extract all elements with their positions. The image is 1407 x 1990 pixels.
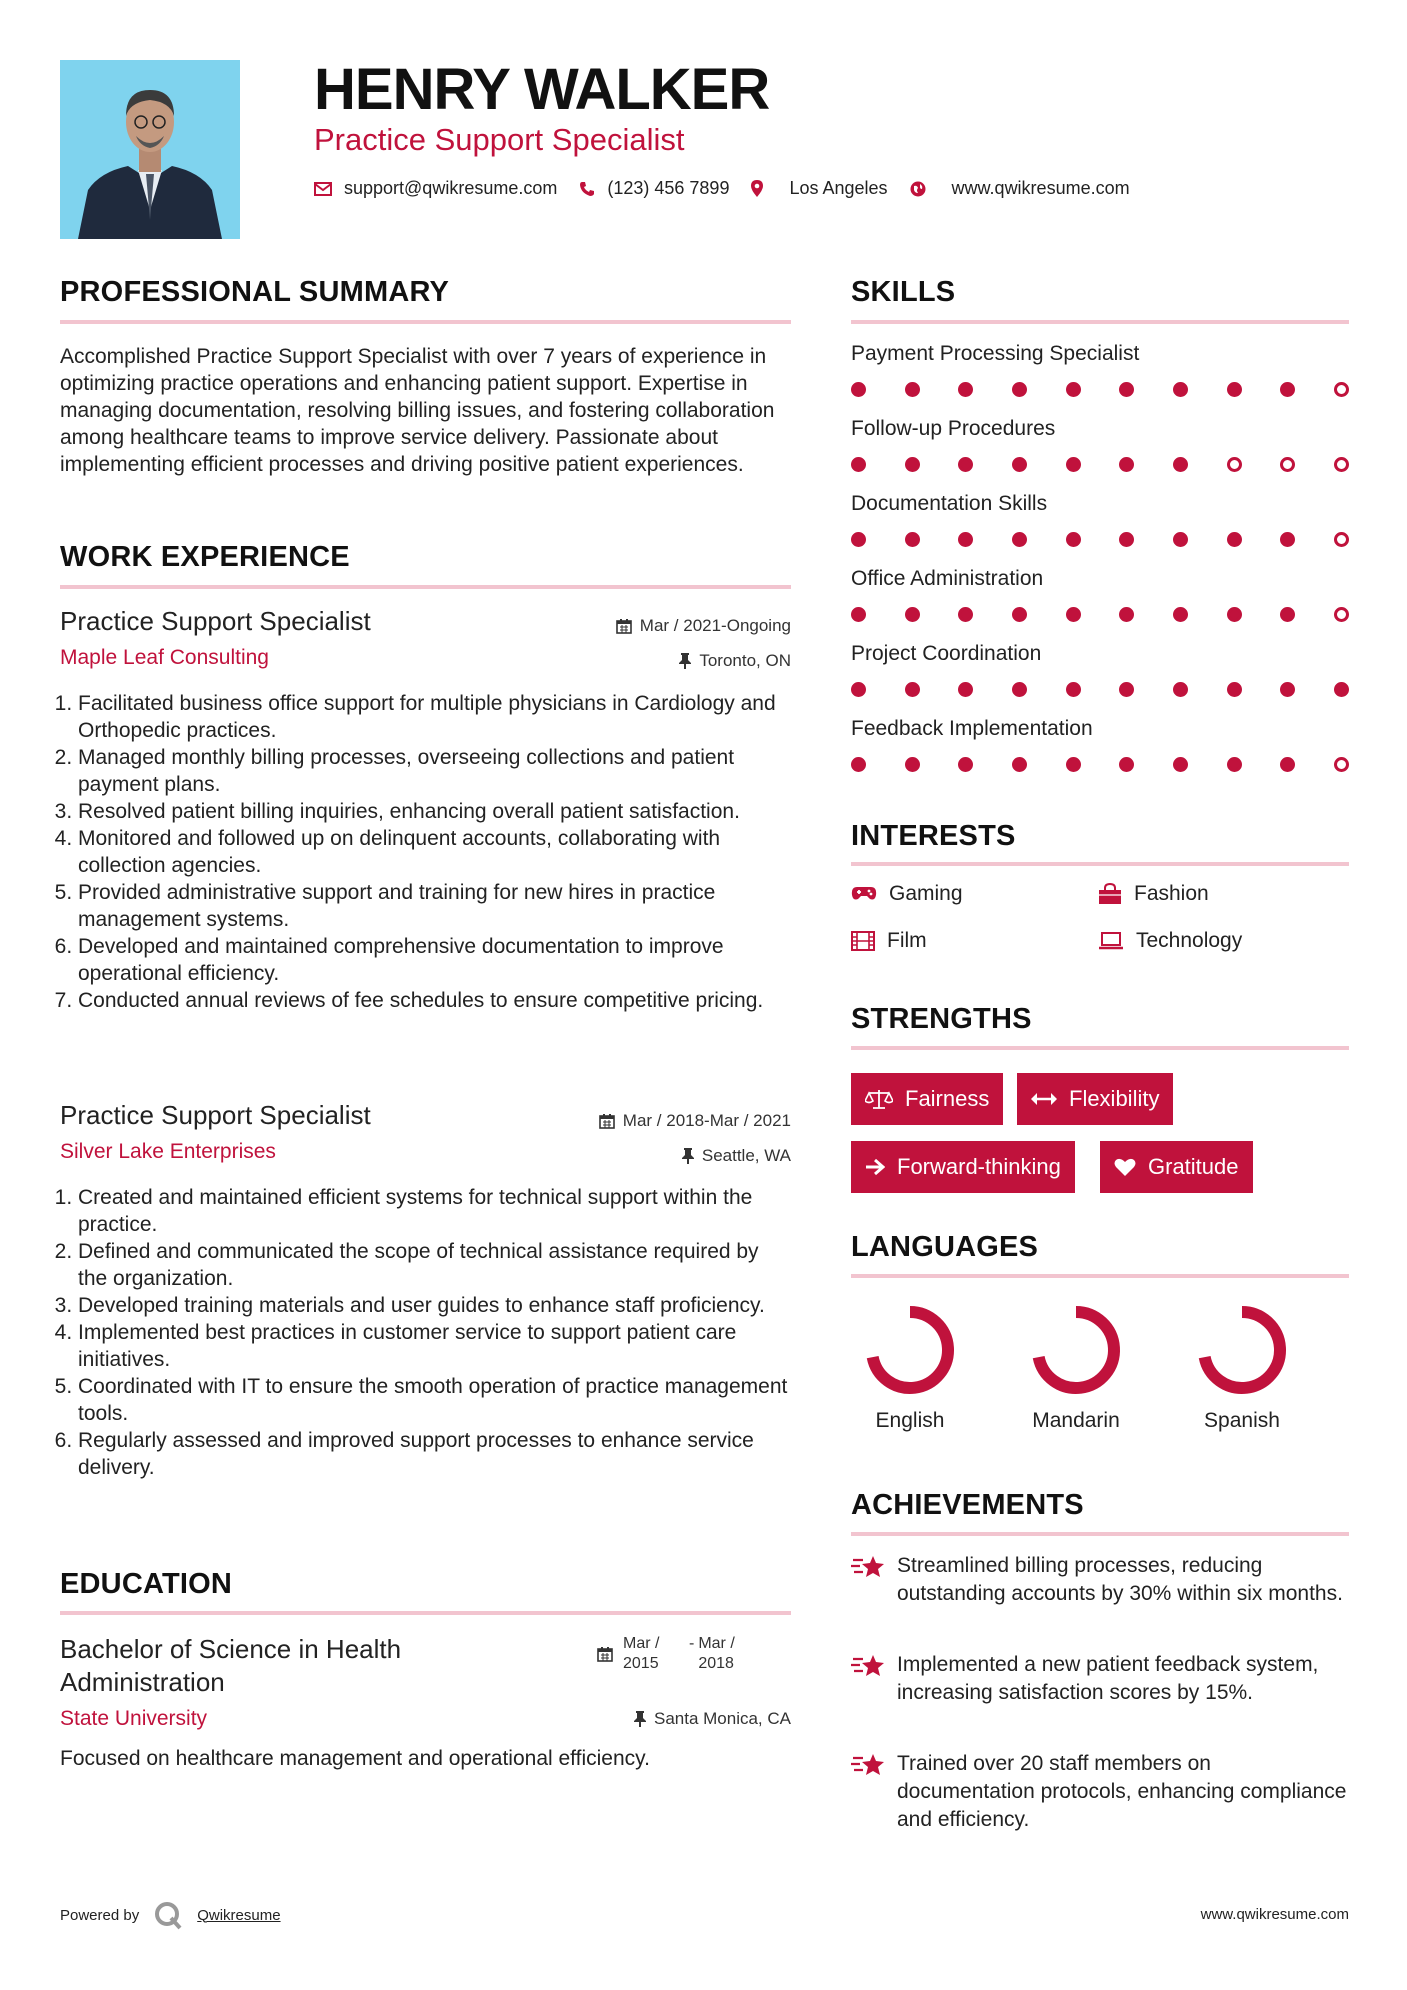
skill-rating — [851, 757, 1349, 772]
rating-dot-filled — [905, 457, 920, 472]
interest-fashion — [1098, 882, 1209, 906]
rating-dot-empty — [1334, 757, 1349, 772]
languages-divider — [851, 1274, 1349, 1278]
phone-icon — [579, 181, 595, 197]
interests-divider — [851, 862, 1349, 866]
strength-label: Forward-thinking — [897, 1154, 1061, 1179]
language-progress-arc — [1039, 1312, 1114, 1388]
rating-dot-filled — [1173, 607, 1188, 622]
shooting-star-icon — [851, 1651, 885, 1679]
interest-film — [851, 929, 927, 953]
education-description: Focused on healthcare management and operational efficiency. — [60, 1747, 650, 1770]
contact-website[interactable] — [910, 178, 1130, 199]
laptop-icon — [1098, 932, 1124, 950]
film-icon — [851, 931, 875, 951]
achievement-item — [851, 1651, 1351, 1707]
rating-dot-empty — [1227, 457, 1242, 472]
skill-name: Payment Processing Specialist — [851, 342, 1140, 365]
strength-label: Fairness — [905, 1086, 990, 1111]
list-item: 1. Created and maintained efficient systems for technical support within the practice. — [78, 1184, 790, 1238]
rating-dot-filled — [1227, 757, 1242, 772]
rating-dot-filled — [905, 532, 920, 547]
rating-dot-filled — [851, 682, 866, 697]
rating-dot-filled — [1280, 532, 1295, 547]
rating-dot-filled — [1012, 682, 1027, 697]
rating-dot-empty — [1280, 457, 1295, 472]
skills-divider — [851, 320, 1349, 324]
list-item: 4. Implemented best practices in customer service to support patient care initiatives. — [78, 1319, 790, 1373]
rating-dot-filled — [1227, 382, 1242, 397]
interest-gaming — [851, 882, 963, 906]
rating-dot-filled — [1012, 382, 1027, 397]
rating-dot-filled — [1119, 682, 1134, 697]
list-item: 4. Monitored and followed up on delinquent accounts, collaborating with collection agencies. — [78, 825, 790, 879]
achievement-item — [851, 1552, 1351, 1608]
rating-dot-filled — [1280, 682, 1295, 697]
rating-dot-filled — [1119, 457, 1134, 472]
skill-name: Project Coordination — [851, 642, 1042, 665]
interests-heading: INTERESTS — [851, 820, 1016, 852]
contact-phone[interactable] — [579, 178, 729, 199]
skill-rating — [851, 382, 1349, 397]
phone-text: (123) 456 7899 — [607, 178, 730, 198]
job-title: Practice Support Specialist — [60, 1100, 371, 1130]
degree-title: Bachelor of Science in Health Administration — [60, 1634, 402, 1697]
interest-label: Film — [887, 929, 927, 952]
education-dates — [597, 1634, 752, 1674]
strength-tag — [851, 1141, 1075, 1193]
list-item: 3. Developed training materials and user guides to enhance staff proficiency. — [78, 1292, 790, 1319]
achievement-item — [851, 1750, 1351, 1834]
rating-dot-filled — [905, 682, 920, 697]
map-pin-icon — [751, 180, 763, 197]
strength-label: Gratitude — [1148, 1154, 1239, 1179]
candidate-title: Practice Support Specialist — [314, 122, 685, 157]
skill-name: Feedback Implementation — [851, 717, 1093, 740]
strength-tag — [1017, 1073, 1173, 1125]
rating-dot-empty — [1334, 457, 1349, 472]
education-date-start: Mar / 2015 — [623, 1635, 660, 1672]
shooting-star-icon — [851, 1552, 885, 1580]
language-name: Mandarin — [1032, 1409, 1120, 1432]
website-text: www.qwikresume.com — [951, 178, 1130, 198]
language-progress-ring — [1026, 1300, 1126, 1400]
experience-heading: WORK EXPERIENCE — [60, 541, 350, 573]
language-progress-arc — [1205, 1312, 1280, 1388]
date-separator: - — [689, 1635, 695, 1652]
language-progress-arc — [873, 1312, 948, 1388]
list-item: 5. Coordinated with IT to ensure the smooth operation of practice management tools. — [78, 1373, 790, 1427]
achievements-divider — [851, 1532, 1349, 1536]
interest-label: Gaming — [889, 882, 963, 905]
rating-dot-filled — [958, 532, 973, 547]
rating-dot-filled — [1119, 382, 1134, 397]
rating-dot-filled — [1066, 382, 1081, 397]
skill-rating — [851, 457, 1349, 472]
education-location-text: Santa Monica, CA — [653, 1709, 791, 1728]
job-location — [682, 1146, 791, 1166]
arrow-right-icon — [865, 1158, 885, 1176]
rating-dot-filled — [1012, 757, 1027, 772]
brand-link[interactable]: Qwikresume — [197, 1906, 281, 1924]
rating-dot-filled — [958, 757, 973, 772]
list-item: 3. Resolved patient billing inquiries, enhancing overall patient satisfaction. — [78, 798, 790, 825]
rating-dot-filled — [1119, 532, 1134, 547]
calendar-icon — [599, 1113, 615, 1129]
rating-dot-filled — [1227, 607, 1242, 622]
list-item: 7. Conducted annual reviews of fee schedules to ensure competitive pricing. — [78, 987, 790, 1014]
rating-dot-filled — [958, 607, 973, 622]
job-dates-text: Mar / 2018-Mar / 2021 — [622, 1111, 791, 1130]
rating-dot-filled — [851, 457, 866, 472]
experience-divider — [60, 585, 791, 589]
achievement-text: Implemented a new patient feedback system, increasing satisfaction scores by 15%. — [897, 1653, 1319, 1704]
rating-dot-filled — [1012, 607, 1027, 622]
language-progress-ring — [860, 1300, 960, 1400]
list-item: 2. Defined and communicated the scope of technical assistance required by the organization. — [78, 1238, 790, 1292]
rating-dot-filled — [1066, 682, 1081, 697]
school-name: State University — [60, 1707, 208, 1730]
rating-dot-filled — [851, 382, 866, 397]
strength-tag — [851, 1073, 1003, 1125]
education-divider — [60, 1611, 791, 1615]
globe-icon — [910, 181, 926, 197]
arrows-horizontal-icon — [1031, 1092, 1057, 1106]
pushpin-icon — [679, 653, 691, 669]
job-bullets — [60, 690, 790, 1014]
candidate-name: HENRY WALKER — [314, 57, 770, 122]
rating-dot-filled — [1173, 682, 1188, 697]
footer-site-link[interactable]: www.qwikresume.com — [1200, 1906, 1349, 1923]
language-item — [840, 1300, 980, 1433]
rating-dot-filled — [1066, 532, 1081, 547]
summary-heading: PROFESSIONAL SUMMARY — [60, 276, 450, 308]
job-dates-text: Mar / 2021-Ongoing — [639, 616, 791, 635]
rating-dot-filled — [1280, 607, 1295, 622]
rating-dot-filled — [1012, 457, 1027, 472]
list-item: 6. Regularly assessed and improved support processes to enhance service delivery. — [78, 1427, 790, 1481]
powered-by-text: Powered by — [60, 1906, 140, 1924]
contact-email[interactable] — [314, 178, 557, 199]
email-text: support@qwikresume.com — [344, 178, 558, 198]
achievements-heading: ACHIEVEMENTS — [851, 1489, 1084, 1521]
calendar-icon — [616, 618, 632, 634]
skills-heading: SKILLS — [851, 276, 956, 308]
achievement-text: Streamlined billing processes, reducing outstanding accounts by 30% within six months. — [897, 1554, 1343, 1605]
rating-dot-filled — [905, 757, 920, 772]
list-item: 2. Managed monthly billing processes, overseeing collections and patient payment plans. — [78, 744, 790, 798]
job-dates — [599, 1111, 791, 1131]
list-item: 1. Facilitated business office support for multiple physicians in Cardiology and Orthopedic practices. — [78, 690, 790, 744]
strength-label: Flexibility — [1069, 1086, 1160, 1111]
rating-dot-filled — [851, 757, 866, 772]
skill-name: Office Administration — [851, 567, 1044, 590]
rating-dot-filled — [1173, 757, 1188, 772]
rating-dot-filled — [1173, 457, 1188, 472]
heart-icon — [1114, 1157, 1136, 1177]
interest-technology — [1098, 929, 1242, 953]
education-location — [634, 1709, 791, 1729]
rating-dot-filled — [1334, 682, 1349, 697]
job-location-text: Seattle, WA — [701, 1146, 791, 1165]
rating-dot-empty — [1334, 532, 1349, 547]
rating-dot-filled — [905, 607, 920, 622]
language-progress-ring — [1192, 1300, 1292, 1400]
qwikresume-logo-icon — [153, 1900, 183, 1930]
company-name: Maple Leaf Consulting — [60, 646, 269, 669]
shooting-star-icon — [851, 1750, 885, 1778]
contact-location — [751, 178, 887, 199]
language-item — [1172, 1300, 1312, 1433]
job-location — [679, 651, 791, 671]
gamepad-icon — [851, 886, 877, 902]
summary-text: Accomplished Practice Support Specialist with over 7 years of experience in optimizing practice operations and enhancing patient support. Expertise in managing documentation, resolving billing issues, and fostering collaboration among healthcare teams to improve service delivery. Passionate about implementing efficient processes and driving positive patient experiences. — [60, 345, 775, 476]
skill-rating — [851, 607, 1349, 622]
rating-dot-filled — [1280, 382, 1295, 397]
strengths-divider — [851, 1046, 1349, 1050]
location-text: Los Angeles — [789, 178, 888, 198]
achievement-text: Trained over 20 staff members on documentation protocols, enhancing compliance and efficiency. — [897, 1752, 1347, 1831]
strength-tag — [1100, 1141, 1253, 1193]
strengths-heading: STRENGTHS — [851, 1003, 1032, 1035]
pushpin-icon — [682, 1148, 694, 1164]
job-location-text: Toronto, ON — [699, 651, 791, 670]
education-heading: EDUCATION — [60, 1568, 233, 1600]
summary-divider — [60, 320, 791, 324]
skill-rating — [851, 532, 1349, 547]
contact-bar — [314, 178, 1152, 199]
rating-dot-filled — [1280, 757, 1295, 772]
skill-rating — [851, 682, 1349, 697]
education-date-end: Mar / 2018 — [698, 1635, 735, 1672]
language-item — [1006, 1300, 1146, 1433]
pushpin-icon — [634, 1711, 646, 1727]
rating-dot-filled — [1066, 457, 1081, 472]
rating-dot-filled — [1066, 757, 1081, 772]
rating-dot-filled — [851, 607, 866, 622]
company-name: Silver Lake Enterprises — [60, 1140, 276, 1163]
rating-dot-filled — [1012, 532, 1027, 547]
shopping-bag-icon — [1098, 883, 1122, 905]
rating-dot-filled — [1227, 532, 1242, 547]
rating-dot-filled — [905, 382, 920, 397]
interest-label: Fashion — [1134, 882, 1209, 905]
language-name: English — [875, 1409, 945, 1432]
rating-dot-filled — [1066, 607, 1081, 622]
profile-photo — [60, 60, 240, 239]
rating-dot-filled — [1119, 607, 1134, 622]
rating-dot-empty — [1334, 607, 1349, 622]
rating-dot-filled — [851, 532, 866, 547]
footer-powered-by — [60, 1900, 281, 1930]
rating-dot-empty — [1334, 382, 1349, 397]
calendar-icon — [597, 1646, 613, 1662]
job-dates — [616, 616, 791, 636]
rating-dot-filled — [1173, 532, 1188, 547]
language-name: Spanish — [1204, 1409, 1280, 1432]
languages-heading: LANGUAGES — [851, 1231, 1039, 1263]
list-item: 5. Provided administrative support and training for new hires in practice management systems. — [78, 879, 790, 933]
skill-name: Documentation Skills — [851, 492, 1048, 515]
job-title: Practice Support Specialist — [60, 606, 371, 636]
list-item: 6. Developed and maintained comprehensive documentation to improve operational efficiency. — [78, 933, 790, 987]
rating-dot-filled — [1119, 757, 1134, 772]
rating-dot-filled — [958, 457, 973, 472]
rating-dot-filled — [1173, 382, 1188, 397]
rating-dot-filled — [1227, 682, 1242, 697]
interest-label: Technology — [1136, 929, 1243, 952]
rating-dot-filled — [958, 382, 973, 397]
rating-dot-filled — [958, 682, 973, 697]
envelope-icon — [314, 182, 332, 196]
job-bullets — [60, 1184, 790, 1481]
skill-name: Follow-up Procedures — [851, 417, 1056, 440]
balance-scale-icon — [865, 1088, 893, 1110]
